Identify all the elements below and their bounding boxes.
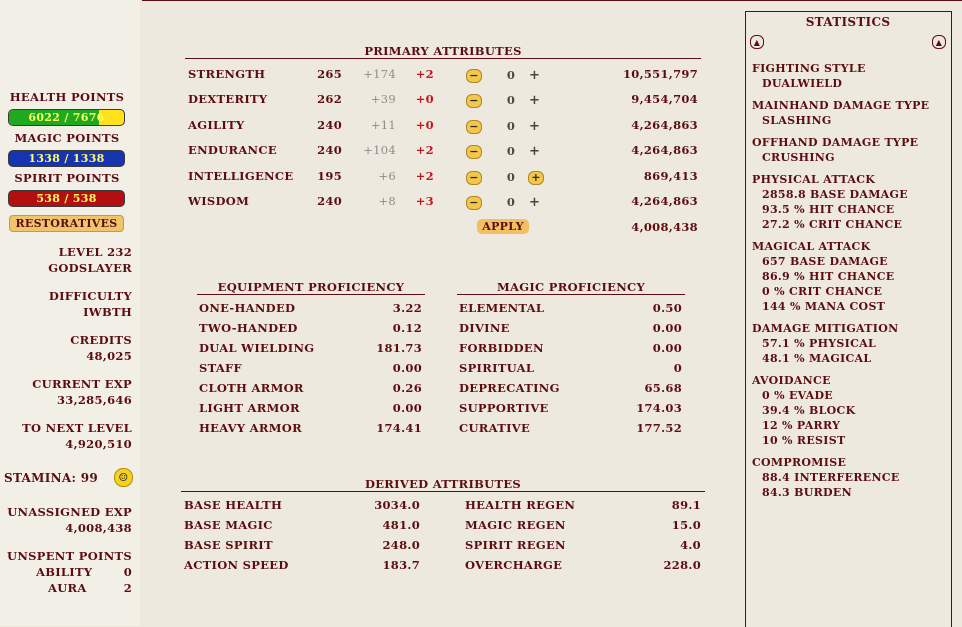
proficiency-name: DIVINE <box>459 321 510 335</box>
magic-value: 1338 / 1338 <box>28 152 105 165</box>
proficiency-value: 177.52 <box>636 421 682 435</box>
statistics-line: 27.2 % CRIT CHANCE <box>762 218 903 231</box>
statistics-line: CRUSHING <box>762 151 835 164</box>
statistics-line: 39.4 % BLOCK <box>762 404 856 417</box>
statistics-line: 2858.8 BASE DAMAGE <box>762 188 908 201</box>
derived-attributes-title: DERIVED ATTRIBUTES <box>181 477 705 492</box>
attribute-cost: 10,551,797 <box>622 67 698 81</box>
proficiency-name: SUPPORTIVE <box>459 401 549 415</box>
attribute-bonus: +104 <box>363 143 396 157</box>
statistics-line: 12 % PARRY <box>762 419 841 432</box>
spirit-value: 538 / 538 <box>36 192 97 205</box>
attribute-base: 240 <box>317 143 342 157</box>
proficiency-value: 0.00 <box>652 341 682 355</box>
derived-value: 183.7 <box>382 558 420 572</box>
aura-value: 2 <box>123 581 132 595</box>
unassigned-exp-label: UNASSIGNED EXP <box>7 505 132 519</box>
statistics-heading: MAGICAL ATTACK <box>752 240 871 253</box>
attribute-bonus: +6 <box>378 169 396 183</box>
proficiency-name: CURATIVE <box>459 421 531 435</box>
top-divider <box>142 0 962 1</box>
proficiency-value: 0.50 <box>652 301 682 315</box>
statistics-line: DUALWIELD <box>762 77 843 90</box>
derived-value: 481.0 <box>382 518 420 532</box>
proficiency-name: ELEMENTAL <box>459 301 545 315</box>
derived-name: MAGIC REGEN <box>465 518 566 532</box>
attribute-name: DEXTERITY <box>188 92 268 106</box>
aura-label: AURA <box>48 581 87 595</box>
attribute-modifier: +2 <box>415 169 434 183</box>
attribute-cost: 9,454,704 <box>631 92 698 106</box>
increase-button-icon[interactable]: + <box>529 93 541 108</box>
attribute-base: 195 <box>317 169 342 183</box>
attribute-cost: 4,264,863 <box>631 118 698 132</box>
decrease-button-icon[interactable]: − <box>466 196 482 210</box>
proficiency-value: 0.26 <box>392 381 422 395</box>
attribute-points: 0 <box>506 144 516 158</box>
statistics-line: 84.3 BURDEN <box>762 486 852 499</box>
attribute-points: 0 <box>506 68 516 82</box>
unassigned-exp-value: 4,008,438 <box>65 521 132 535</box>
stamina: STAMINA: 99 <box>4 471 99 485</box>
current-exp-value: 33,285,646 <box>56 393 132 407</box>
proficiency-name: HEAVY ARMOR <box>199 421 302 435</box>
increase-button-icon[interactable]: + <box>529 195 541 210</box>
proficiency-value: 0 <box>673 361 682 375</box>
health-label: HEALTH POINTS <box>9 90 125 104</box>
decrease-button-icon[interactable]: − <box>466 94 482 108</box>
attribute-cost: 4,264,863 <box>631 194 698 208</box>
derived-name: BASE SPIRIT <box>184 538 273 552</box>
credits-value: 48,025 <box>86 349 132 363</box>
statistics-line: 93.5 % HIT CHANCE <box>762 203 895 216</box>
decrease-button-icon[interactable]: − <box>466 120 482 134</box>
attribute-bonus: +174 <box>363 67 396 81</box>
statistics-line: 144 % MANA COST <box>762 300 886 313</box>
magic-proficiency-title: MAGIC PROFICIENCY <box>457 280 685 295</box>
current-exp-label: CURRENT EXP <box>32 377 132 391</box>
derived-name: BASE HEALTH <box>184 498 283 512</box>
statistics-heading: MAINHAND DAMAGE TYPE <box>752 99 930 112</box>
level: LEVEL 232 <box>58 245 132 259</box>
statistics-line: SLASHING <box>762 114 832 127</box>
proficiency-name: CLOTH ARMOR <box>199 381 304 395</box>
health-bar <box>8 109 125 126</box>
statistics-heading: DAMAGE MITIGATION <box>752 322 899 335</box>
attribute-modifier: +0 <box>415 92 434 106</box>
proficiency-name: TWO-HANDED <box>199 321 298 335</box>
derived-value: 89.1 <box>671 498 701 512</box>
proficiency-value: 0.12 <box>392 321 422 335</box>
next-level-label: TO NEXT LEVEL <box>22 421 132 435</box>
statistics-title: STATISTICS <box>805 15 891 29</box>
proficiency-value: 181.73 <box>376 341 422 355</box>
next-arrow-icon[interactable]: ▲ <box>932 35 946 49</box>
attribute-bonus: +8 <box>378 194 396 208</box>
magic-bar <box>8 150 125 167</box>
statistics-heading: OFFHAND DAMAGE TYPE <box>752 136 919 149</box>
difficulty-label: DIFFICULTY <box>48 289 132 303</box>
statistics-line: 10 % RESIST <box>762 434 846 447</box>
derived-name: BASE MAGIC <box>184 518 273 532</box>
proficiency-name: ONE-HANDED <box>199 301 296 315</box>
spirit-bar <box>8 190 125 207</box>
proficiency-name: DEPRECATING <box>459 381 560 395</box>
player-title: GODSLAYER <box>48 261 132 275</box>
magic-label: MAGIC POINTS <box>14 131 120 145</box>
attribute-modifier: +0 <box>415 118 434 132</box>
proficiency-name: FORBIDDEN <box>459 341 544 355</box>
primary-total: 4,008,438 <box>631 220 698 234</box>
derived-name: HEALTH REGEN <box>465 498 576 512</box>
statistics-heading: AVOIDANCE <box>752 374 831 387</box>
derived-value: 15.0 <box>671 518 701 532</box>
primary-attributes-title: PRIMARY ATTRIBUTES <box>185 44 701 59</box>
attribute-name: ENDURANCE <box>188 143 277 157</box>
attribute-cost: 869,413 <box>643 169 698 183</box>
attribute-base: 240 <box>317 194 342 208</box>
attribute-points: 0 <box>506 93 516 107</box>
attribute-points: 0 <box>506 119 516 133</box>
proficiency-value: 3.22 <box>392 301 422 315</box>
derived-name: ACTION SPEED <box>184 558 289 572</box>
difficulty-value: IWBTH <box>83 305 132 319</box>
apply-button[interactable]: APPLY <box>477 219 529 234</box>
proficiency-value: 65.68 <box>644 381 682 395</box>
proficiency-name: DUAL WIELDING <box>199 341 315 355</box>
increase-button-icon[interactable]: + <box>529 68 541 83</box>
statistics-line: 0 % CRIT CHANCE <box>762 285 883 298</box>
attribute-name: WISDOM <box>188 194 250 208</box>
statistics-line: 48.1 % MAGICAL <box>762 352 872 365</box>
attribute-points: 0 <box>506 195 516 209</box>
proficiency-value: 174.03 <box>636 401 682 415</box>
ability-value: 0 <box>123 565 132 579</box>
smiley-face-icon: ☺ <box>114 468 133 487</box>
statistics-line: 86.9 % HIT CHANCE <box>762 270 895 283</box>
derived-name: OVERCHARGE <box>465 558 563 572</box>
statistics-line: 88.4 INTERFERENCE <box>762 471 900 484</box>
prev-arrow-icon[interactable]: ▲ <box>750 35 764 49</box>
decrease-button-icon[interactable]: − <box>466 69 482 83</box>
increase-button-icon[interactable]: + <box>528 171 544 185</box>
attribute-modifier: +2 <box>415 67 434 81</box>
derived-value: 248.0 <box>382 538 420 552</box>
attribute-name: INTELLIGENCE <box>188 169 294 183</box>
attribute-bonus: +39 <box>370 92 396 106</box>
statistics-heading: FIGHTING STYLE <box>752 62 866 75</box>
restoratives-button[interactable]: RESTORATIVES <box>9 215 124 232</box>
health-value: 6022 / 7676 <box>28 111 105 124</box>
proficiency-value: 0.00 <box>392 361 422 375</box>
proficiency-name: STAFF <box>199 361 242 375</box>
proficiency-value: 0.00 <box>652 321 682 335</box>
attribute-points: 0 <box>506 170 516 184</box>
attribute-bonus: +11 <box>370 118 396 132</box>
equipment-proficiency-title: EQUIPMENT PROFICIENCY <box>197 280 425 295</box>
derived-value: 3034.0 <box>374 498 420 512</box>
increase-button-icon[interactable]: + <box>529 144 541 159</box>
statistics-line: 57.1 % PHYSICAL <box>762 337 877 350</box>
attribute-base: 240 <box>317 118 342 132</box>
statistics-line: 657 BASE DAMAGE <box>762 255 888 268</box>
derived-value: 4.0 <box>680 538 701 552</box>
attribute-modifier: +3 <box>415 194 434 208</box>
statistics-heading: COMPROMISE <box>752 456 847 469</box>
increase-button-icon[interactable]: + <box>529 119 541 134</box>
attribute-name: STRENGTH <box>188 67 266 81</box>
attribute-modifier: +2 <box>415 143 434 157</box>
unspent-points-label: UNSPENT POINTS <box>7 549 132 563</box>
proficiency-value: 174.41 <box>376 421 422 435</box>
statistics-line: 0 % EVADE <box>762 389 833 402</box>
attribute-cost: 4,264,863 <box>631 143 698 157</box>
attribute-name: AGILITY <box>188 118 245 132</box>
attribute-base: 262 <box>317 92 342 106</box>
decrease-button-icon[interactable]: − <box>466 171 482 185</box>
proficiency-name: LIGHT ARMOR <box>199 401 300 415</box>
decrease-button-icon[interactable]: − <box>466 145 482 159</box>
ability-label: ABILITY <box>36 565 93 579</box>
proficiency-value: 0.00 <box>392 401 422 415</box>
derived-name: SPIRIT REGEN <box>465 538 566 552</box>
spirit-label: SPIRIT POINTS <box>14 171 120 185</box>
attribute-base: 265 <box>317 67 342 81</box>
credits-label: CREDITS <box>70 333 132 347</box>
statistics-heading: PHYSICAL ATTACK <box>752 173 876 186</box>
derived-value: 228.0 <box>663 558 701 572</box>
next-level-value: 4,920,510 <box>65 437 132 451</box>
proficiency-name: SPIRITUAL <box>459 361 535 375</box>
